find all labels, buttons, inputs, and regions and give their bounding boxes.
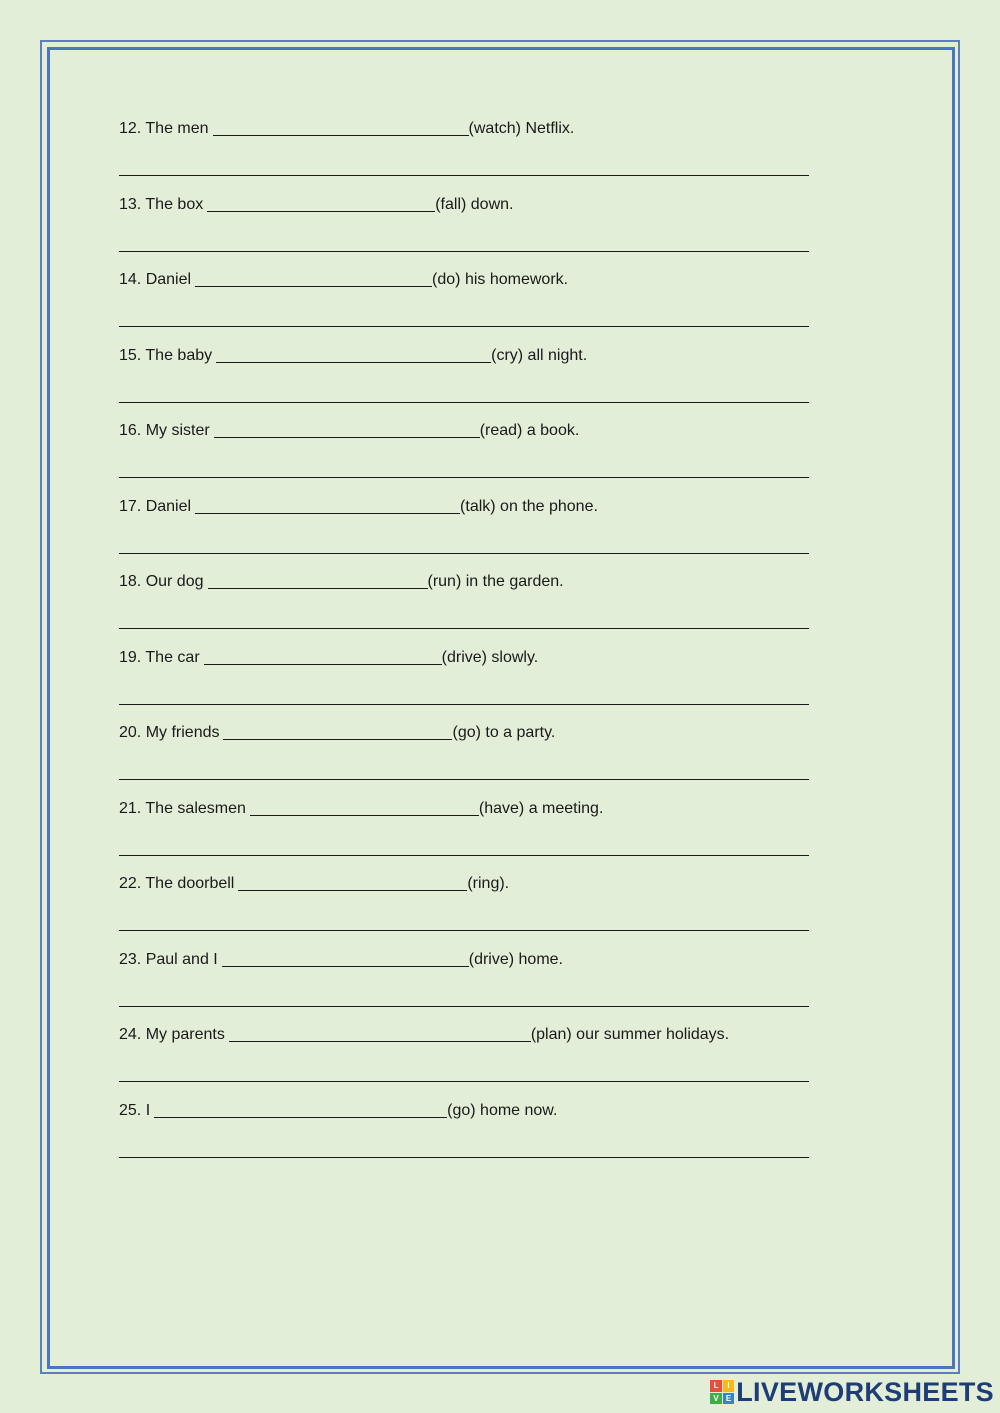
logo-letter: I bbox=[723, 1380, 735, 1392]
verb-blank[interactable] bbox=[195, 270, 432, 287]
exercise-hint: (drive) home. bbox=[468, 950, 563, 968]
exercise-hint: (fall) down. bbox=[435, 195, 514, 213]
answer-line[interactable] bbox=[119, 402, 809, 403]
logo-letter: V bbox=[710, 1393, 722, 1405]
exercise-sentence bbox=[119, 571, 809, 593]
exercise-prompt: 19. The car bbox=[119, 648, 200, 666]
exercise-prompt: 14. Daniel bbox=[119, 271, 192, 288]
exercise-prompt: 18. Our dog bbox=[119, 573, 204, 590]
exercise-sentence bbox=[119, 345, 809, 367]
verb-blank[interactable] bbox=[250, 799, 479, 816]
exercise-hint: (have) a meeting. bbox=[478, 799, 604, 817]
exercise-prompt: 13. The box bbox=[119, 195, 204, 213]
exercise-sentence bbox=[119, 647, 809, 669]
exercise-item bbox=[119, 118, 809, 194]
logo-mark-icon bbox=[710, 1380, 734, 1404]
exercise-hint: (ring). bbox=[467, 875, 510, 892]
exercise-hint: (watch) Netflix. bbox=[468, 120, 575, 137]
exercise-sentence bbox=[119, 269, 809, 291]
exercise-item bbox=[119, 345, 809, 421]
verb-blank[interactable] bbox=[213, 119, 469, 136]
logo-text: LIVEWORKSHEETS bbox=[736, 1376, 994, 1407]
answer-line[interactable] bbox=[119, 628, 809, 629]
exercise-prompt: 22. The doorbell bbox=[119, 875, 235, 892]
exercise-hint: (go) home now. bbox=[447, 1101, 558, 1119]
exercise-sentence bbox=[119, 194, 809, 216]
exercise-hint: (go) to a party. bbox=[452, 724, 556, 741]
exercise-sentence bbox=[119, 798, 809, 820]
answer-line[interactable] bbox=[119, 553, 809, 554]
answer-line[interactable] bbox=[119, 326, 809, 327]
exercise-list bbox=[119, 118, 809, 1175]
exercise-prompt: 12. The men bbox=[119, 120, 209, 137]
answer-line[interactable] bbox=[119, 251, 809, 252]
answer-line[interactable] bbox=[119, 1157, 809, 1158]
answer-line[interactable] bbox=[119, 704, 809, 705]
exercise-item bbox=[119, 949, 809, 1025]
answer-line[interactable] bbox=[119, 1006, 809, 1007]
answer-line[interactable] bbox=[119, 855, 809, 856]
exercise-prompt: 17. Daniel bbox=[119, 497, 192, 515]
exercise-item bbox=[119, 571, 809, 647]
exercise-hint: (do) his homework. bbox=[432, 271, 569, 288]
exercise-item bbox=[119, 647, 809, 723]
exercise-hint: (drive) slowly. bbox=[441, 648, 539, 666]
verb-blank[interactable] bbox=[204, 648, 442, 665]
exercise-sentence bbox=[119, 118, 809, 140]
verb-blank[interactable] bbox=[154, 1101, 447, 1118]
exercise-sentence bbox=[119, 949, 809, 971]
logo-letter: L bbox=[710, 1380, 722, 1392]
exercise-prompt: 21. The salesmen bbox=[119, 799, 246, 817]
answer-line[interactable] bbox=[119, 930, 809, 931]
answer-line[interactable] bbox=[119, 477, 809, 478]
exercise-item bbox=[119, 1100, 809, 1176]
exercise-prompt: 20. My friends bbox=[119, 724, 220, 741]
exercise-item bbox=[119, 873, 809, 949]
answer-line[interactable] bbox=[119, 175, 809, 176]
liveworksheets-logo bbox=[710, 1377, 994, 1407]
exercise-item bbox=[119, 194, 809, 270]
exercise-item bbox=[119, 269, 809, 345]
verb-blank[interactable] bbox=[238, 874, 467, 891]
exercise-sentence bbox=[119, 873, 809, 895]
exercise-prompt: 16. My sister bbox=[119, 422, 210, 439]
exercise-item bbox=[119, 798, 809, 874]
exercise-prompt: 25. I bbox=[119, 1101, 151, 1119]
verb-blank[interactable] bbox=[214, 421, 480, 438]
exercise-hint: (read) a book. bbox=[479, 422, 580, 439]
exercise-item bbox=[119, 1024, 809, 1100]
exercise-item bbox=[119, 496, 809, 572]
verb-blank[interactable] bbox=[216, 346, 491, 363]
exercise-prompt: 15. The baby bbox=[119, 346, 213, 364]
exercise-sentence bbox=[119, 1100, 809, 1122]
verb-blank[interactable] bbox=[208, 572, 428, 589]
exercise-item bbox=[119, 420, 809, 496]
exercise-hint: (talk) on the phone. bbox=[460, 497, 598, 515]
verb-blank[interactable] bbox=[207, 195, 435, 212]
exercise-sentence bbox=[119, 722, 809, 744]
exercise-prompt: 24. My parents bbox=[119, 1026, 225, 1043]
answer-line[interactable] bbox=[119, 1081, 809, 1082]
verb-blank[interactable] bbox=[223, 723, 452, 740]
exercise-hint: (plan) our summer holidays. bbox=[530, 1026, 730, 1043]
exercise-hint: (cry) all night. bbox=[491, 346, 588, 364]
logo-letter: E bbox=[723, 1393, 735, 1405]
exercise-prompt: 23. Paul and I bbox=[119, 950, 218, 968]
exercise-sentence bbox=[119, 496, 809, 518]
exercise-sentence bbox=[119, 420, 809, 442]
exercise-item bbox=[119, 722, 809, 798]
verb-blank[interactable] bbox=[195, 497, 460, 514]
answer-line[interactable] bbox=[119, 779, 809, 780]
verb-blank[interactable] bbox=[229, 1025, 531, 1042]
exercise-hint: (run) in the garden. bbox=[427, 573, 564, 590]
verb-blank[interactable] bbox=[222, 950, 469, 967]
exercise-sentence bbox=[119, 1024, 809, 1046]
